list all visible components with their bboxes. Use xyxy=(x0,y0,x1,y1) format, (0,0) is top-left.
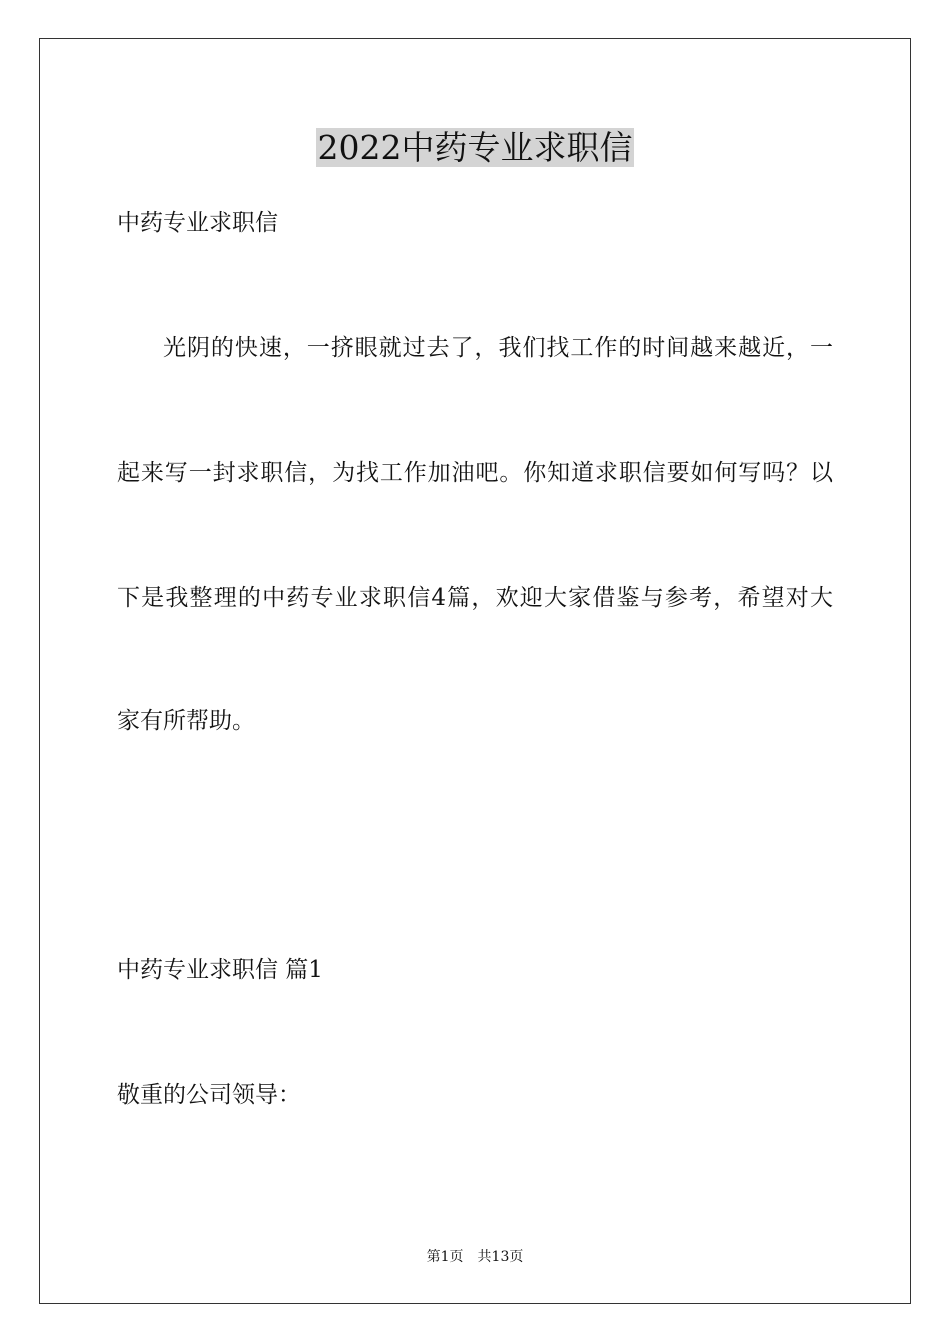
document-title xyxy=(0,126,950,170)
page-number-current: 第1页 xyxy=(426,1249,464,1265)
intro-paragraph-line-4: 家有所帮助。 xyxy=(117,708,255,734)
intro-paragraph-line-3: 下是我整理的中药专业求职信4篇，欢迎大家借鉴与参考，希望对大 xyxy=(117,585,833,611)
document-subtitle: 中药专业求职信 xyxy=(117,210,278,236)
intro-paragraph-line-2: 起来写一封求职信，为找工作加油吧。你知道求职信要如何写吗？以 xyxy=(117,460,833,486)
page-footer xyxy=(0,1247,950,1267)
salutation: 敬重的公司领导： xyxy=(117,1082,301,1108)
document-title-text: 2022中药专业求职信 xyxy=(317,128,633,167)
page-number-total: 共13页 xyxy=(477,1249,524,1265)
section-heading: 中药专业求职信 篇1 xyxy=(117,957,323,983)
intro-paragraph-line-1: 光阴的快速，一挤眼就过去了，我们找工作的时间越来越近，一 xyxy=(163,335,833,361)
